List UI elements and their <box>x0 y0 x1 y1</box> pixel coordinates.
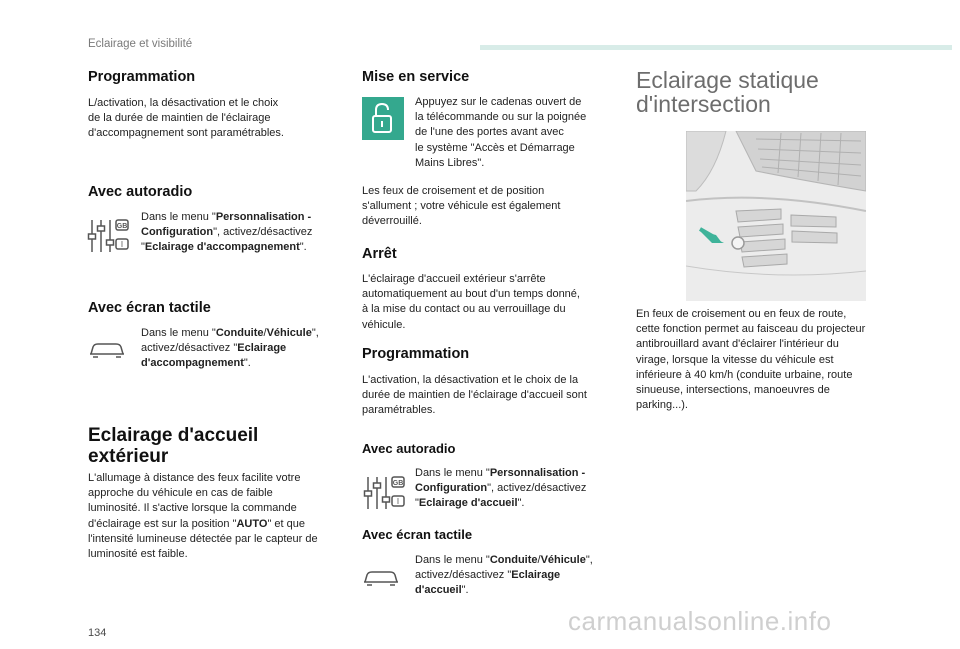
svg-text:I: I <box>396 497 400 506</box>
eclairage-accueil-heading: Eclairage d'accueil extérieur <box>88 425 259 467</box>
arret-text: L'éclairage d'accueil extérieur s'arrête automatiquement au bout d'un temps donné, à la mise du contact ou au verrouillage du véhicule. <box>362 273 580 331</box>
car-icon <box>362 566 400 588</box>
mise-en-service-text: Appuyez sur le cadenas ouvert de la télécommande ou sur la poignée de l'une des portes avant avec le système "Accès et Démarrage Mains Libres". <box>415 96 587 169</box>
svg-text:GB: GB <box>116 223 128 230</box>
feux-text: Les feux de croisement et de position s'allument ; votre véhicule est également déverrouillé. <box>362 185 561 228</box>
programmation-text: L/activation, la désactivation et le choix de la durée de maintien de l'éclairage d'accompagnement sont paramétrables. <box>88 97 284 140</box>
settings-sliders-gb-icon <box>362 473 406 513</box>
open-padlock-icon <box>362 97 404 140</box>
avec-ecran-tactile-heading-2: Avec écran tactile <box>362 527 473 542</box>
programmation-accueil-heading: Programmation <box>362 346 470 362</box>
avec-autoradio-heading: Avec autoradio <box>88 184 193 200</box>
programmation-accueil-text: L'activation, la désactivation et le choix de la durée de maintien de l'éclairage d'accueil sont paramétrables. <box>362 374 587 417</box>
svg-text:GB: GB <box>392 480 404 487</box>
settings-sliders-gb-icon <box>86 216 130 256</box>
eclairage-statique-heading: Eclairage statique d'intersection <box>636 67 819 117</box>
header-bar <box>480 45 952 50</box>
page-number: 134 <box>88 627 107 639</box>
eclairage-statique-text: En feux de croisement ou en feux de route, cette fonction permet au faisceau du projecteur antibrouillard avant d'éclairer l'intérieur du virage, lorsque la vitesse du véhicule est inférieure à 40 km/h (conduite urbaine, route sinueuse, intersections, manoeuvres de parking...). <box>636 308 866 412</box>
eclairage-accueil-text: L'allumage à distance des feux facilite votre approche du véhicule en cas de faible luminosité. Il s'active lorsque la commande d'éclairage est sur la position "AUTO" et que l'intensité lumineuse détectée par le capteur de luminosité est faible. <box>88 472 318 561</box>
avec-ecran-tactile-heading: Avec écran tactile <box>88 300 211 316</box>
avec-ecran-tactile-text-2: Dans le menu "Conduite/Véhicule", activez/désactivez "Eclairage d'accueil". <box>415 554 593 597</box>
fog-lamp-illustration <box>686 131 866 301</box>
avec-autoradio-text-2: Dans le menu "Personnalisation - Configuration", activez/désactivez "Eclairage d'accueil". <box>415 467 587 510</box>
car-icon <box>88 338 126 360</box>
watermark: carmanualsonline.info <box>568 606 832 636</box>
avec-autoradio-heading-2: Avec autoradio <box>362 441 456 456</box>
avec-autoradio-text: Dans le menu "Personnalisation - Configuration", activez/désactivez "Eclairage d'accompagnement". <box>141 211 313 254</box>
arret-heading: Arrêt <box>362 246 397 262</box>
svg-text:I: I <box>120 240 124 249</box>
avec-ecran-tactile-text: Dans le menu "Conduite/Véhicule", activez/désactivez "Eclairage d'accompagnement". <box>141 327 319 370</box>
mise-en-service-heading: Mise en service <box>362 69 470 85</box>
programmation-heading: Programmation <box>88 69 196 85</box>
running-header: Eclairage et visibilité <box>88 38 193 50</box>
